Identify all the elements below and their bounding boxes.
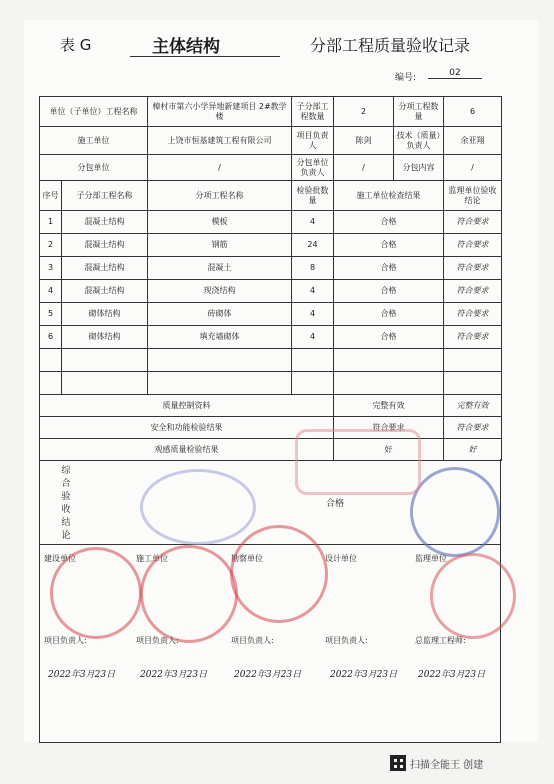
table-row bbox=[40, 257, 502, 280]
row-count: 4 bbox=[292, 280, 334, 303]
summary-result: 完整有效 bbox=[334, 395, 444, 417]
summary-label: 观感质量检验结果 bbox=[40, 439, 334, 461]
row-item: 模板 bbox=[148, 211, 292, 234]
row-count: 4 bbox=[292, 211, 334, 234]
row-signature: 符合要求 bbox=[444, 280, 502, 303]
row-item: 填充墙砌体 bbox=[148, 326, 292, 349]
row-sub: 砌体结构 bbox=[62, 326, 148, 349]
row-count: 8 bbox=[292, 257, 334, 280]
row-signature: 符合要求 bbox=[444, 257, 502, 280]
summary-signature: 完整有效 bbox=[444, 395, 502, 417]
row-count: 4 bbox=[292, 303, 334, 326]
tech-value: 余亚翔 bbox=[444, 127, 502, 155]
pm-value: 陈剑 bbox=[334, 127, 394, 155]
table-row bbox=[40, 211, 502, 234]
info-row-1 bbox=[40, 97, 502, 127]
row-sub: 混凝土结构 bbox=[62, 211, 148, 234]
summary-row bbox=[40, 395, 502, 417]
summary-result: 好 bbox=[334, 439, 444, 461]
info-row-2 bbox=[40, 127, 502, 155]
overall-conclusion bbox=[39, 459, 501, 545]
sign-date: 2022年3月23日 bbox=[418, 670, 486, 680]
row-count: 4 bbox=[292, 326, 334, 349]
subc-content-value: / bbox=[444, 155, 502, 181]
col-header: 检验批数量 bbox=[292, 181, 334, 211]
sub-count-value: 2 bbox=[334, 97, 394, 127]
row-item: 混凝土 bbox=[148, 257, 292, 280]
row-item: 现浇结构 bbox=[148, 280, 292, 303]
row-signature: 符合要求 bbox=[444, 234, 502, 257]
sign-date: 2022年3月23日 bbox=[330, 670, 398, 680]
official-stamp-blue bbox=[140, 469, 256, 545]
signer-jianshe: 建设单位 bbox=[44, 554, 76, 563]
scanner-watermark bbox=[390, 752, 483, 771]
summary-signature: 好 bbox=[444, 439, 502, 461]
summary-signature: 符合要求 bbox=[444, 417, 502, 439]
col-header: 子分部工程名称 bbox=[62, 181, 148, 211]
row-result: 合格 bbox=[334, 303, 444, 326]
row-no: 4 bbox=[40, 280, 62, 303]
table-row bbox=[40, 280, 502, 303]
row-no: 5 bbox=[40, 303, 62, 326]
row-sub: 混凝土结构 bbox=[62, 280, 148, 303]
summary-label: 质量控制资料 bbox=[40, 395, 334, 417]
resp-label-chief: 总监理工程师: bbox=[415, 636, 466, 645]
col-header: 序号 bbox=[40, 181, 62, 211]
scanner-watermark-text: 扫描全能王 创建 bbox=[410, 760, 484, 771]
signer-sheji: 设计单位 bbox=[325, 554, 357, 563]
table-row-empty bbox=[40, 349, 502, 372]
official-stamp-blue bbox=[410, 467, 500, 557]
row-sub: 混凝土结构 bbox=[62, 257, 148, 280]
sign-date: 2022年3月23日 bbox=[140, 670, 208, 680]
overall-conclusion-label: 综合验收结论 bbox=[61, 466, 71, 541]
summary-row bbox=[40, 417, 502, 439]
row-count: 24 bbox=[292, 234, 334, 257]
info-row-3 bbox=[40, 155, 502, 181]
title-prefix: 表 G bbox=[60, 36, 92, 54]
item-count-value: 6 bbox=[444, 97, 502, 127]
tech-label: 技术（质量）负责人 bbox=[394, 127, 444, 155]
row-sub: 砌体结构 bbox=[62, 303, 148, 326]
number-label: 编号: bbox=[395, 73, 417, 83]
number-value: 02 bbox=[428, 68, 482, 79]
row-item: 砖砌体 bbox=[148, 303, 292, 326]
row-result: 合格 bbox=[334, 211, 444, 234]
table-row-empty bbox=[40, 372, 502, 395]
table-row bbox=[40, 234, 502, 257]
title-main: 主体结构 bbox=[152, 37, 220, 57]
builder-value: 上饶市恒基建筑工程有限公司 bbox=[148, 127, 292, 155]
title-suffix: 分部工程质量验收记录 bbox=[310, 36, 471, 55]
summary-row bbox=[40, 439, 502, 461]
row-item: 钢筋 bbox=[148, 234, 292, 257]
resp-label: 项目负责人: bbox=[325, 636, 368, 645]
resp-label: 项目负责人: bbox=[231, 636, 274, 645]
row-result: 合格 bbox=[334, 234, 444, 257]
table-header-row bbox=[40, 181, 502, 211]
row-result: 合格 bbox=[334, 257, 444, 280]
item-count-label: 分项工程数量 bbox=[394, 97, 444, 127]
row-no: 6 bbox=[40, 326, 62, 349]
acceptance-table bbox=[39, 96, 502, 461]
qr-code-icon bbox=[390, 755, 406, 771]
row-sub: 混凝土结构 bbox=[62, 234, 148, 257]
table-row bbox=[40, 326, 502, 349]
resp-label: 项目负责人: bbox=[44, 636, 87, 645]
subc-pm-value: / bbox=[334, 155, 394, 181]
unit-value: 樟村市第六小学异地新建项目 2#教学楼 bbox=[148, 97, 292, 127]
summary-result: 符合要求 bbox=[334, 417, 444, 439]
row-no: 3 bbox=[40, 257, 62, 280]
row-result: 合格 bbox=[334, 280, 444, 303]
document-title bbox=[60, 28, 500, 58]
signer-jianli: 监理单位 bbox=[415, 554, 447, 563]
title-underline bbox=[130, 56, 280, 57]
col-header: 施工单位检查结果 bbox=[334, 181, 444, 211]
resp-label: 项目负责人: bbox=[136, 636, 179, 645]
subc-label: 分包单位 bbox=[40, 155, 148, 181]
table-row bbox=[40, 303, 502, 326]
summary-label: 安全和功能检验结果 bbox=[40, 417, 334, 439]
subc-content-label: 分包内容 bbox=[394, 155, 444, 181]
overall-conclusion-value: 合格 bbox=[326, 499, 345, 509]
signer-shigong: 施工单位 bbox=[136, 554, 168, 563]
subc-value: / bbox=[148, 155, 292, 181]
row-no: 2 bbox=[40, 234, 62, 257]
row-signature: 符合要求 bbox=[444, 326, 502, 349]
row-result: 合格 bbox=[334, 326, 444, 349]
sub-count-label: 子分部工程数量 bbox=[292, 97, 334, 127]
sign-date: 2022年3月23日 bbox=[48, 670, 116, 680]
builder-label: 施工单位 bbox=[40, 127, 148, 155]
row-signature: 符合要求 bbox=[444, 303, 502, 326]
sign-date: 2022年3月23日 bbox=[234, 670, 302, 680]
subc-pm-label: 分包单位负责人 bbox=[292, 155, 334, 181]
row-no: 1 bbox=[40, 211, 62, 234]
col-header: 分项工程名称 bbox=[148, 181, 292, 211]
col-header: 监理单位验收结论 bbox=[444, 181, 502, 211]
unit-label: 单位（子单位）工程名称 bbox=[40, 97, 148, 127]
signer-kancha: 勘察单位 bbox=[231, 554, 263, 563]
row-signature: 符合要求 bbox=[444, 211, 502, 234]
signatory-section bbox=[39, 545, 501, 743]
pm-label: 项目负责人 bbox=[292, 127, 334, 155]
